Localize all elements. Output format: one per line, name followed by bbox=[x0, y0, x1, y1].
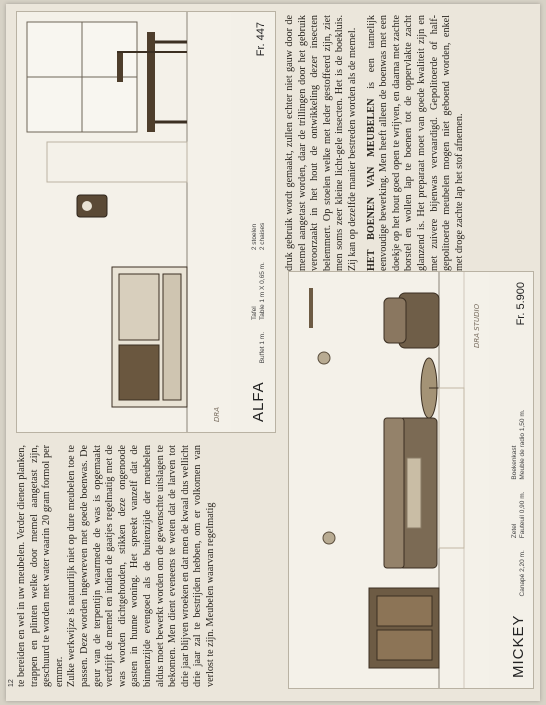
mickey-spec-chair: Zetel Fauteuil 0,90 m. bbox=[511, 491, 526, 539]
paragraph-insects: druk gebruik wordt gemaakt, zullen echter niet gauw door de memel aangetast worden, daar de trillingen door het gebruik veroorzaakt in het hout de ontwikkeling dezer insecten belemmert. Op stoelen welke met leder gestoffeerd zijn, ziet men soms zeer kleine licht-gele insecten. Het is de boekluis. Zij kan op dezelfde manier bestreden worden als de memel. bbox=[284, 15, 358, 271]
alfa-signature: DRA bbox=[213, 406, 221, 422]
mickey-illustration-panel bbox=[288, 271, 534, 689]
page-number: 12 bbox=[8, 679, 15, 687]
mickey-signature: DRA STUDIO bbox=[473, 303, 481, 348]
heading-polishing: HET BOENEN VAN MEUBELEN bbox=[365, 98, 377, 271]
alfa-name: ALFA bbox=[250, 381, 267, 422]
paragraph-beeswax: Zulke werkwijze is natuurlijk niet op dure meubelen toe te passen. Deze worden ingewreven met goede boenwas. De geur van de terpentijn waarmede de was is opgemaakt verdrijft de memel en indien de gaatjes regelmatig met de was worden dichtgehouden, stikken deze ongenoode gasten in hunne woning. Het spreekt vanzelf dat de binnenzijde evengoed als de buitenzijde der meubelen aldus moet bewerkt worden om de gewenschte uitslagen te bekomen. Men dient eveneens te weten dat de larven tot drie jaar blijven wroeken en dat men de kwaal dus wellicht drie jaar zal te bestrijden hebben, om er volkomen van verlost te zijn. Meubelen waarvan regelmatig bbox=[66, 445, 216, 687]
mickey-price: Fr. 5.900 bbox=[515, 282, 527, 326]
mickey-caption bbox=[501, 282, 527, 678]
alfa-spec-buffet: Buffet 1 m. bbox=[259, 331, 266, 364]
mickey-name: MICKEY bbox=[510, 614, 527, 678]
paragraph-formol: te bereiden en wel in uw meubelen. Verder dienen planken, trappen en plinten welke door memel aangetast zijn, geschuurd te worden met water waarin 20 gram formol per emmer. bbox=[16, 445, 65, 687]
mickey-spec-sofa: Canapé 2,20 m. bbox=[519, 550, 526, 597]
alfa-illustration-panel bbox=[16, 11, 276, 433]
alfa-caption bbox=[241, 22, 267, 422]
alfa-spec-table: Tafel Table 1 m X 0,65 m. bbox=[251, 262, 266, 320]
mickey-living-room-illustration bbox=[289, 272, 489, 688]
text-column-right bbox=[284, 15, 530, 271]
mickey-spec-bookcase: Boekenkast Meuble de radio 1,50 m. bbox=[511, 409, 526, 480]
paragraph-polishing: HET BOENEN VAN MEUBELEN is een tamelijk eenvoudige bewerking. Men heeft alleen de boenwas met een doekje op het hout goed open te wrijven, en daarna met zachte borstel en wollen lap te boenen tot de oppervlakte zacht glanzend is. Het preparaat moet van goede kwaliteit zijn en met zuivere bijenwas vervaardigd. Gepolitoerde of half-gepolitoerde meubelen mogen niet geboend worden, enkel met droge zachte lap het stof afnemen. bbox=[365, 15, 465, 271]
text-column-left bbox=[16, 445, 278, 687]
alfa-dining-room-illustration bbox=[17, 12, 231, 432]
alfa-price: Fr. 447 bbox=[255, 22, 267, 57]
booklet-page bbox=[6, 4, 540, 701]
alfa-spec-chairs: 2 stoelen 2 chaises bbox=[251, 222, 266, 251]
rotated-spread bbox=[6, 4, 540, 701]
